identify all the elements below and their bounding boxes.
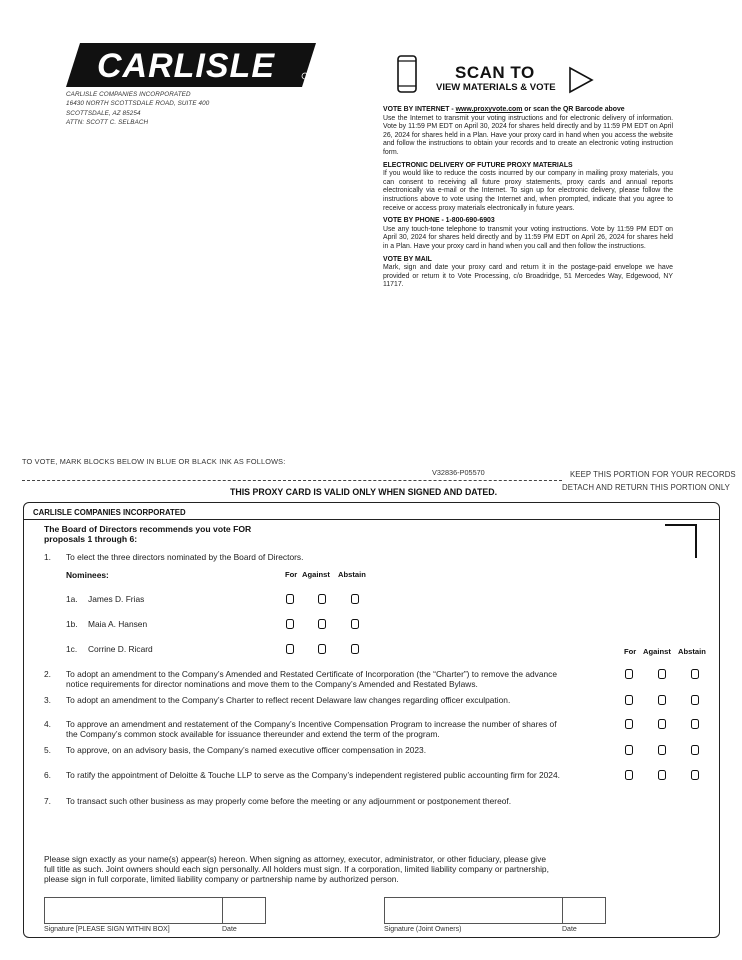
col-against-right: Against <box>643 647 671 656</box>
joint-date-label: Date <box>562 926 577 933</box>
date-box[interactable] <box>222 897 266 924</box>
mail-heading: VOTE BY MAIL <box>383 255 432 263</box>
valid-notice: THIS PROXY CARD IS VALID ONLY WHEN SIGNED AND DATED. <box>230 487 498 497</box>
signing-instructions: Please sign exactly as your name(s) appear(s) hereon. When signing as attorney, executor, administrator, or other fiduciary, please give full title as such. Joint owners should each sign personally. All holders must sign. If a corporation, limited liability company or partnership, please sign in full corporate, limited liability company or partnership name by authorized person. <box>44 854 549 884</box>
proposal-6: 6. To ratify the appointment of Deloitte & Touche LLP to serve as the Company’s independent registered public accounting firm for 2024. <box>44 770 560 780</box>
nominees-label: Nominees: <box>66 570 109 580</box>
electronic-heading: ELECTRONIC DELIVERY OF FUTURE PROXY MATERIALS <box>383 161 573 169</box>
signature-box[interactable] <box>44 897 223 924</box>
scan-title: SCAN TO <box>455 63 535 82</box>
address-line: 16430 NORTH SCOTTSDALE ROAD, SUITE 400 <box>66 100 210 108</box>
checkbox-6-abstain[interactable] <box>691 770 699 780</box>
col-for: For <box>285 570 298 579</box>
date-label: Date <box>222 926 237 933</box>
checkbox-5-against[interactable] <box>658 745 666 755</box>
proposal-1: 1. To elect the three directors nominated by the Board of Directors. <box>44 552 304 562</box>
card-code: V32836-P05570 <box>432 468 485 477</box>
proposal-4: 4. To approve an amendment and restatement of the Company’s Incentive Compensation Program to increase the number of shares of the Company’s common stock available for issuance thereunder and extend the term of the program. <box>44 719 557 739</box>
proxy-card <box>23 502 720 938</box>
nominee-1b: 1b. Maia A. Hansen <box>66 619 148 629</box>
detach-portion-label: DETACH AND RETURN THIS PORTION ONLY <box>562 483 730 492</box>
signature-label: Signature [PLEASE SIGN WITHIN BOX] <box>44 926 170 933</box>
checkbox-4-abstain[interactable] <box>691 719 699 729</box>
divider <box>24 519 719 520</box>
checkbox-1a-abstain[interactable] <box>351 594 359 604</box>
checkbox-1c-abstain[interactable] <box>351 644 359 654</box>
col-abstain-right: Abstain <box>678 647 706 656</box>
proposal-7: 7. To transact such other business as may properly come before the meeting or any adjournment or postponement thereof. <box>44 796 512 806</box>
checkbox-5-abstain[interactable] <box>691 745 699 755</box>
carlisle-logo <box>66 43 316 87</box>
logo-text: CARLISLE <box>97 47 275 85</box>
detach-line <box>22 480 562 481</box>
registration-mark <box>665 524 697 558</box>
nominee-1a: 1a. James D. Frias <box>66 594 145 604</box>
checkbox-2-against[interactable] <box>658 669 666 679</box>
mail-text: Mark, sign and date your proxy card and return it in the postage-paid envelope we have provided or return it to Vote Processing, c/o Broadridge, 51 Mercedes Way, Edgewood, NY 11717. <box>383 264 673 289</box>
arrow-right-icon <box>568 66 594 94</box>
checkbox-6-for[interactable] <box>625 770 633 780</box>
checkbox-2-for[interactable] <box>625 669 633 679</box>
checkbox-4-against[interactable] <box>658 719 666 729</box>
checkbox-1a-for[interactable] <box>286 594 294 604</box>
company-address <box>66 90 209 127</box>
keep-portion-label: KEEP THIS PORTION FOR YOUR RECORDS <box>570 470 736 479</box>
proposal-2: 2. To adopt an amendment to the Company’s Amended and Restated Certificate of Incorporation (the “Charter”) to remove the advance notice requirements for director nominations and move them to the Company’s Amended and Restated Bylaws. <box>44 669 557 689</box>
checkbox-3-abstain[interactable] <box>691 695 699 705</box>
electronic-text: If you would like to reduce the costs incurred by our company in mailing proxy materials, you can consent to receiving all future proxy statements, proxy cards and annual reports electronically via e-mail or the Internet. To sign up for electronic delivery, please follow the instructions above to vote using the Internet and, when prompted, indicate that you agree to receive or access proxy materials electronically in future years. <box>383 170 673 212</box>
joint-date-box[interactable] <box>562 897 606 924</box>
checkbox-1c-against[interactable] <box>318 644 326 654</box>
checkbox-6-against[interactable] <box>658 770 666 780</box>
checkbox-2-abstain[interactable] <box>691 669 699 679</box>
checkbox-1a-against[interactable] <box>318 594 326 604</box>
joint-signature-label: Signature (Joint Owners) <box>384 926 462 933</box>
col-against: Against <box>302 570 330 579</box>
voting-instructions <box>383 106 673 290</box>
phone-heading: VOTE BY PHONE - 1-800-690-6903 <box>383 217 495 225</box>
scan-subtitle: VIEW MATERIALS & VOTE <box>436 82 556 93</box>
checkbox-3-for[interactable] <box>625 695 633 705</box>
card-company-name: CARLISLE COMPANIES INCORPORATED <box>33 508 186 517</box>
checkbox-1b-for[interactable] <box>286 619 294 629</box>
checkbox-3-against[interactable] <box>658 695 666 705</box>
col-abstain: Abstain <box>338 570 366 579</box>
internet-heading: VOTE BY INTERNET - www.proxyvote.com or scan the QR Barcode above <box>383 106 625 113</box>
to-vote-instruction: TO VOTE, MARK BLOCKS BELOW IN BLUE OR BLACK INK AS FOLLOWS: <box>22 457 286 466</box>
address-line: ATTN: SCOTT C. SELBACH <box>66 118 149 126</box>
board-recommendation: The Board of Directors recommends you vote FOR proposals 1 through 6: <box>44 524 252 544</box>
proposal-5: 5. To approve, on an advisory basis, the Company’s named executive officer compensation in 2023. <box>44 745 427 755</box>
proxyvote-link[interactable]: www.proxyvote.com <box>455 106 523 113</box>
phone-icon <box>397 55 417 93</box>
address-line: SCOTTSDALE, AZ 85254 <box>66 109 141 117</box>
checkbox-4-for[interactable] <box>625 719 633 729</box>
checkbox-1b-abstain[interactable] <box>351 619 359 629</box>
checkbox-5-for[interactable] <box>625 745 633 755</box>
address-line: CARLISLE COMPANIES INCORPORATED <box>66 91 191 98</box>
phone-text: Use any touch-tone telephone to transmit your voting instructions. Vote by 11:59 PM EDT on April 30, 2024 for shares held directly and by 11:59 PM EDT on April 26, 2024 for shares held in a Plan. Have your proxy card in hand when you call and then follow the instructions. <box>383 225 673 250</box>
joint-signature-box[interactable] <box>384 897 563 924</box>
checkbox-1b-against[interactable] <box>318 619 326 629</box>
internet-text: Use the Internet to transmit your voting instructions and for electronic delivery of information. Vote by 11:59 PM EDT on April 30, 2024 for shares held directly and by 11:59 PM EDT on April 26, 2024 for shares held in a Plan. Have your proxy card in hand when you access the website and follow the instructions to obtain your records and to create an electronic voting instruction form. <box>383 114 673 156</box>
col-for-right: For <box>624 647 637 656</box>
nominee-1c: 1c. Corrine D. Ricard <box>66 644 153 654</box>
checkbox-1c-for[interactable] <box>286 644 294 654</box>
proposal-3: 3. To adopt an amendment to the Company’s Charter to reflect recent Delaware law changes regarding officer exculpation. <box>44 695 511 705</box>
